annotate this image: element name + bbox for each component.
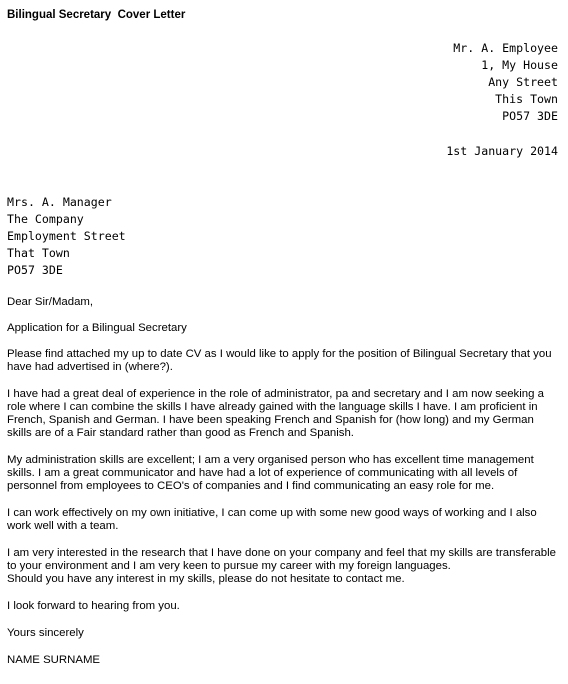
sender-address [453, 40, 558, 125]
paragraph-experience: I have had a great deal of experience in the role of administrator, pa and secretary and I am now seeking a role where I can combine the skills I have already gained with the language skills I have. I am proficient in French, Spanish and German. I have been speaking French and Spanish for (how long) and my German skills are of a Fair standard rather than good as French and Spanish. [7, 388, 544, 439]
document-title: Bilingual Secretary Cover Letter [7, 9, 186, 21]
paragraph-teamwork: I can work effectively on my own initiative, I can come up with some new good ways of working and I also work well with a team. [7, 507, 537, 532]
paragraph-closing-remark: I look forward to hearing from you. [7, 600, 180, 612]
sender-address-line-3: This Town [495, 92, 558, 106]
sender-postcode: PO57 3DE [502, 109, 558, 123]
paragraph-contact: Should you have any interest in my skills, please do not hesitate to contact me. [7, 573, 405, 585]
recipient-postcode: PO57 3DE [7, 263, 63, 277]
recipient-name: Mrs. A. Manager [7, 195, 112, 209]
recipient-address [7, 194, 126, 279]
recipient-company: The Company [7, 212, 84, 226]
recipient-town: That Town [7, 246, 70, 260]
letter-date: 1st January 2014 [446, 144, 558, 158]
letter-body [7, 296, 559, 680]
sender-name: Mr. A. Employee [453, 41, 558, 55]
sender-address-line-2: Any Street [488, 75, 558, 89]
recipient-street: Employment Street [7, 229, 126, 243]
paragraph-interest: I am very interested in the research that I have done on your company and feel that my skills are transferable to your environment and I am very keen to pursue my career with my foreign languages. [7, 547, 556, 572]
subject-line: Application for a Bilingual Secretary [7, 322, 187, 334]
paragraph-skills: My administration skills are excellent; I am a very organised person who has excellent time management skills. I am a great communicator and have had a lot of experience of communicating with all levels of personnel from employees to CEO's of companies and I find communicating an easy role for me. [7, 454, 534, 492]
closing: Yours sincerely [7, 627, 84, 639]
paragraph-intro: Please find attached my up to date CV as I would like to apply for the position of Bilingual Secretary that you have had advertised in (where?). [7, 348, 552, 373]
sender-address-line-1: 1, My House [481, 58, 558, 72]
salutation: Dear Sir/Madam, [7, 296, 94, 308]
signature-name: NAME SURNAME [7, 654, 101, 666]
